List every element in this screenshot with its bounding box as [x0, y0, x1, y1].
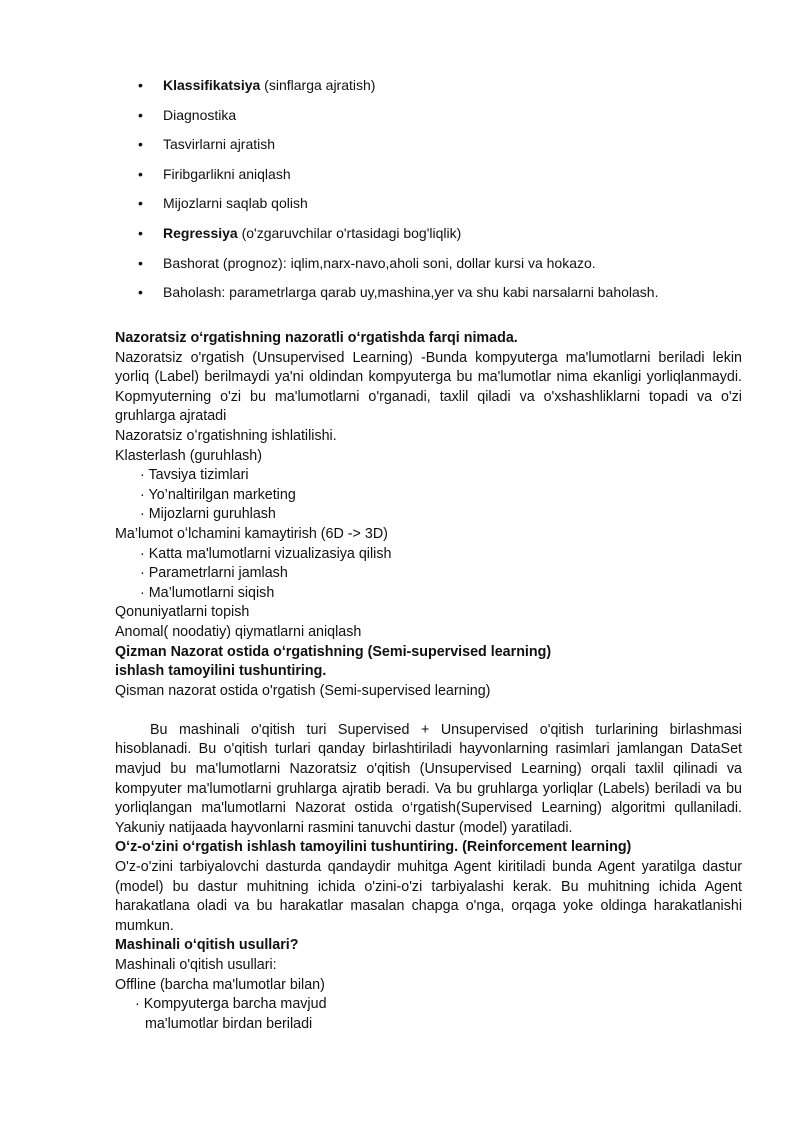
list-item — [0, 222, 800, 252]
bullet-icon: • — [138, 77, 143, 93]
list-item-text: Tasvirlarni ajratish — [163, 136, 276, 153]
list-item-text: (sinflarga ajratish) — [260, 77, 376, 93]
clustering-item: · Mijozlarni guruhlash — [140, 506, 276, 523]
list-item-bold: Regressiya — [163, 224, 238, 241]
reinforcement-paragraph: O'z-o'zini tarbiyalovchi dasturda qandaydir muhitga Agent kiritiladi bunda Agent yaratilga dastur (model) bu dastur muhitning ichida o'zini-o'zi tarbiyalashi kerak. Bu muhitning ichida Agent harakatlana oladi va bu harakatlar masalan chapga o'nga, orqaga yoke oldinga harakatlanishi mumkun. — [115, 859, 742, 934]
reduction-item: · Parametrlarni jamlash — [140, 565, 288, 582]
section-heading-semi-supervised-line2: ishlash tamoyilini tushuntiring. — [115, 663, 327, 680]
list-item-text: Firibgarlikni aniqlash — [163, 165, 291, 182]
clustering-item: · Tavsiya tizimlari — [140, 467, 249, 484]
semi-supervised-subtitle: Qisman nazorat ostida o'rgatish (Semi-supervised learning) — [115, 682, 491, 699]
bullet-icon: • — [138, 284, 143, 301]
list-item-text: Bashorat (prognoz): iqlim,narx-navo,aholi soni, dollar kursi va hokazo. — [163, 254, 596, 271]
bullet-icon: • — [138, 195, 143, 212]
list-item — [0, 133, 800, 163]
list-item-text: (o'zgaruvchilar o'rtasidagi bog'liqlik) — [237, 224, 462, 241]
list-item — [0, 281, 800, 311]
bullet-icon: • — [138, 224, 143, 241]
clustering-title: Klasterlash (guruhlash) — [115, 447, 263, 464]
offline-item-continued: ma'lumotlar birdan beriladi — [145, 1015, 313, 1032]
patterns-line: Qonuniyatlarni topish — [115, 604, 250, 621]
bullet-icon: • — [138, 136, 143, 153]
section-heading-semi-supervised: Qizman Nazorat ostida oʻrgatishning (Semi-supervised learning) — [115, 643, 552, 660]
list-item — [0, 163, 800, 193]
list-item — [0, 74, 800, 104]
document-body — [115, 329, 742, 1034]
list-item-text: Diagnostika — [163, 106, 237, 123]
section-heading-ml-methods: Mashinali oʻqitish usullari? — [115, 937, 299, 954]
anomaly-line: Anomal( noodatiy) qiymatlarni aniqlash — [115, 623, 362, 640]
list-item-text: Mijozlarni saqlab qolish — [163, 195, 308, 212]
semi-supervised-paragraph: Bu mashinali o'qitish turi Supervised + Unsupervised o'qitish turlarining birlashmasi hisoblanadi. Bu o'qitish turlari qanday birlashtiriladi hayvonlarning rasimlari jamlangan DataSet mavjud bu ma'lumotlarni Nazoratsiz o'qitish (Unsupervised Learning) orqali taxlil qilinadi va kompyuter ma'lumotlarni gruhlarga ajratib beradi. Va bu gruhlarga yorliqlar (Labels) beriladi va bu yorliqlangan ma'lumotlarni Nazorat ostida o‘rgatish(Supervised Learning) algoritmi qullaniladi. Yakuniy natijaada hayvonlarni rasmini tanuvchi dastur (model) yaratiladi. — [115, 721, 742, 836]
bullet-icon: • — [138, 165, 143, 182]
section-heading-reinforcement: Oʻz-oʻzini oʻrgatish ishlash tamoyilini tushuntiring. (Reinforcement learning) — [115, 839, 632, 856]
blank-line — [115, 701, 742, 721]
offline-item: · Kompyuterga barcha mavjud — [135, 996, 327, 1013]
unsupervised-usage-title: Nazoratsiz oʻrgatishning ishlatilishi. — [115, 427, 337, 444]
section-heading-unsupervised-difference: Nazoratsiz oʻrgatishning nazoratli oʻrgatishda farqi nimada. — [115, 330, 518, 346]
clustering-item: · Yo’naltirilgan marketing — [140, 486, 296, 503]
offline-method: Offline (barcha ma'lumotlar bilan) — [115, 976, 325, 993]
bullet-icon: • — [138, 254, 143, 271]
list-item — [0, 104, 800, 134]
bullet-icon: • — [138, 106, 143, 123]
reduction-item: · Ma’lumotlarni siqish — [140, 584, 275, 601]
ml-methods-subtitle: Mashinali o'qitish usullari: — [115, 957, 277, 973]
list-item — [0, 252, 800, 282]
reduction-item: · Katta ma'lumotlarni vizualizasiya qilish — [140, 545, 392, 562]
classification-bullet-list — [0, 74, 800, 311]
list-item — [0, 192, 800, 222]
dimension-reduction-title: Ma’lumot oʻlchamini kamaytirish (6D -> 3D) — [115, 525, 388, 542]
unsupervised-paragraph: Nazoratsiz o'rgatish (Unsupervised Learning) -Bunda kompyuterga ma'lumotlarni beriladi lekin yorliq (Label) berilmaydi ya'ni oldindan kompyuterga bu ma'lumotlar nima ekanligi yorliqlanmaydi. Kopmyuterning o'zi bu ma'lumotlarni o'rganadi, taxlil qiladi va o'xshashliklarni topadi va o'zi gruhlarga ajratadi — [115, 349, 742, 425]
list-item-bold: Klassifikatsiya — [163, 77, 261, 93]
list-item-text: Baholash: parametrlarga qarab uy,mashina,yer va shu kabi narsalarni baholash. — [163, 284, 659, 301]
